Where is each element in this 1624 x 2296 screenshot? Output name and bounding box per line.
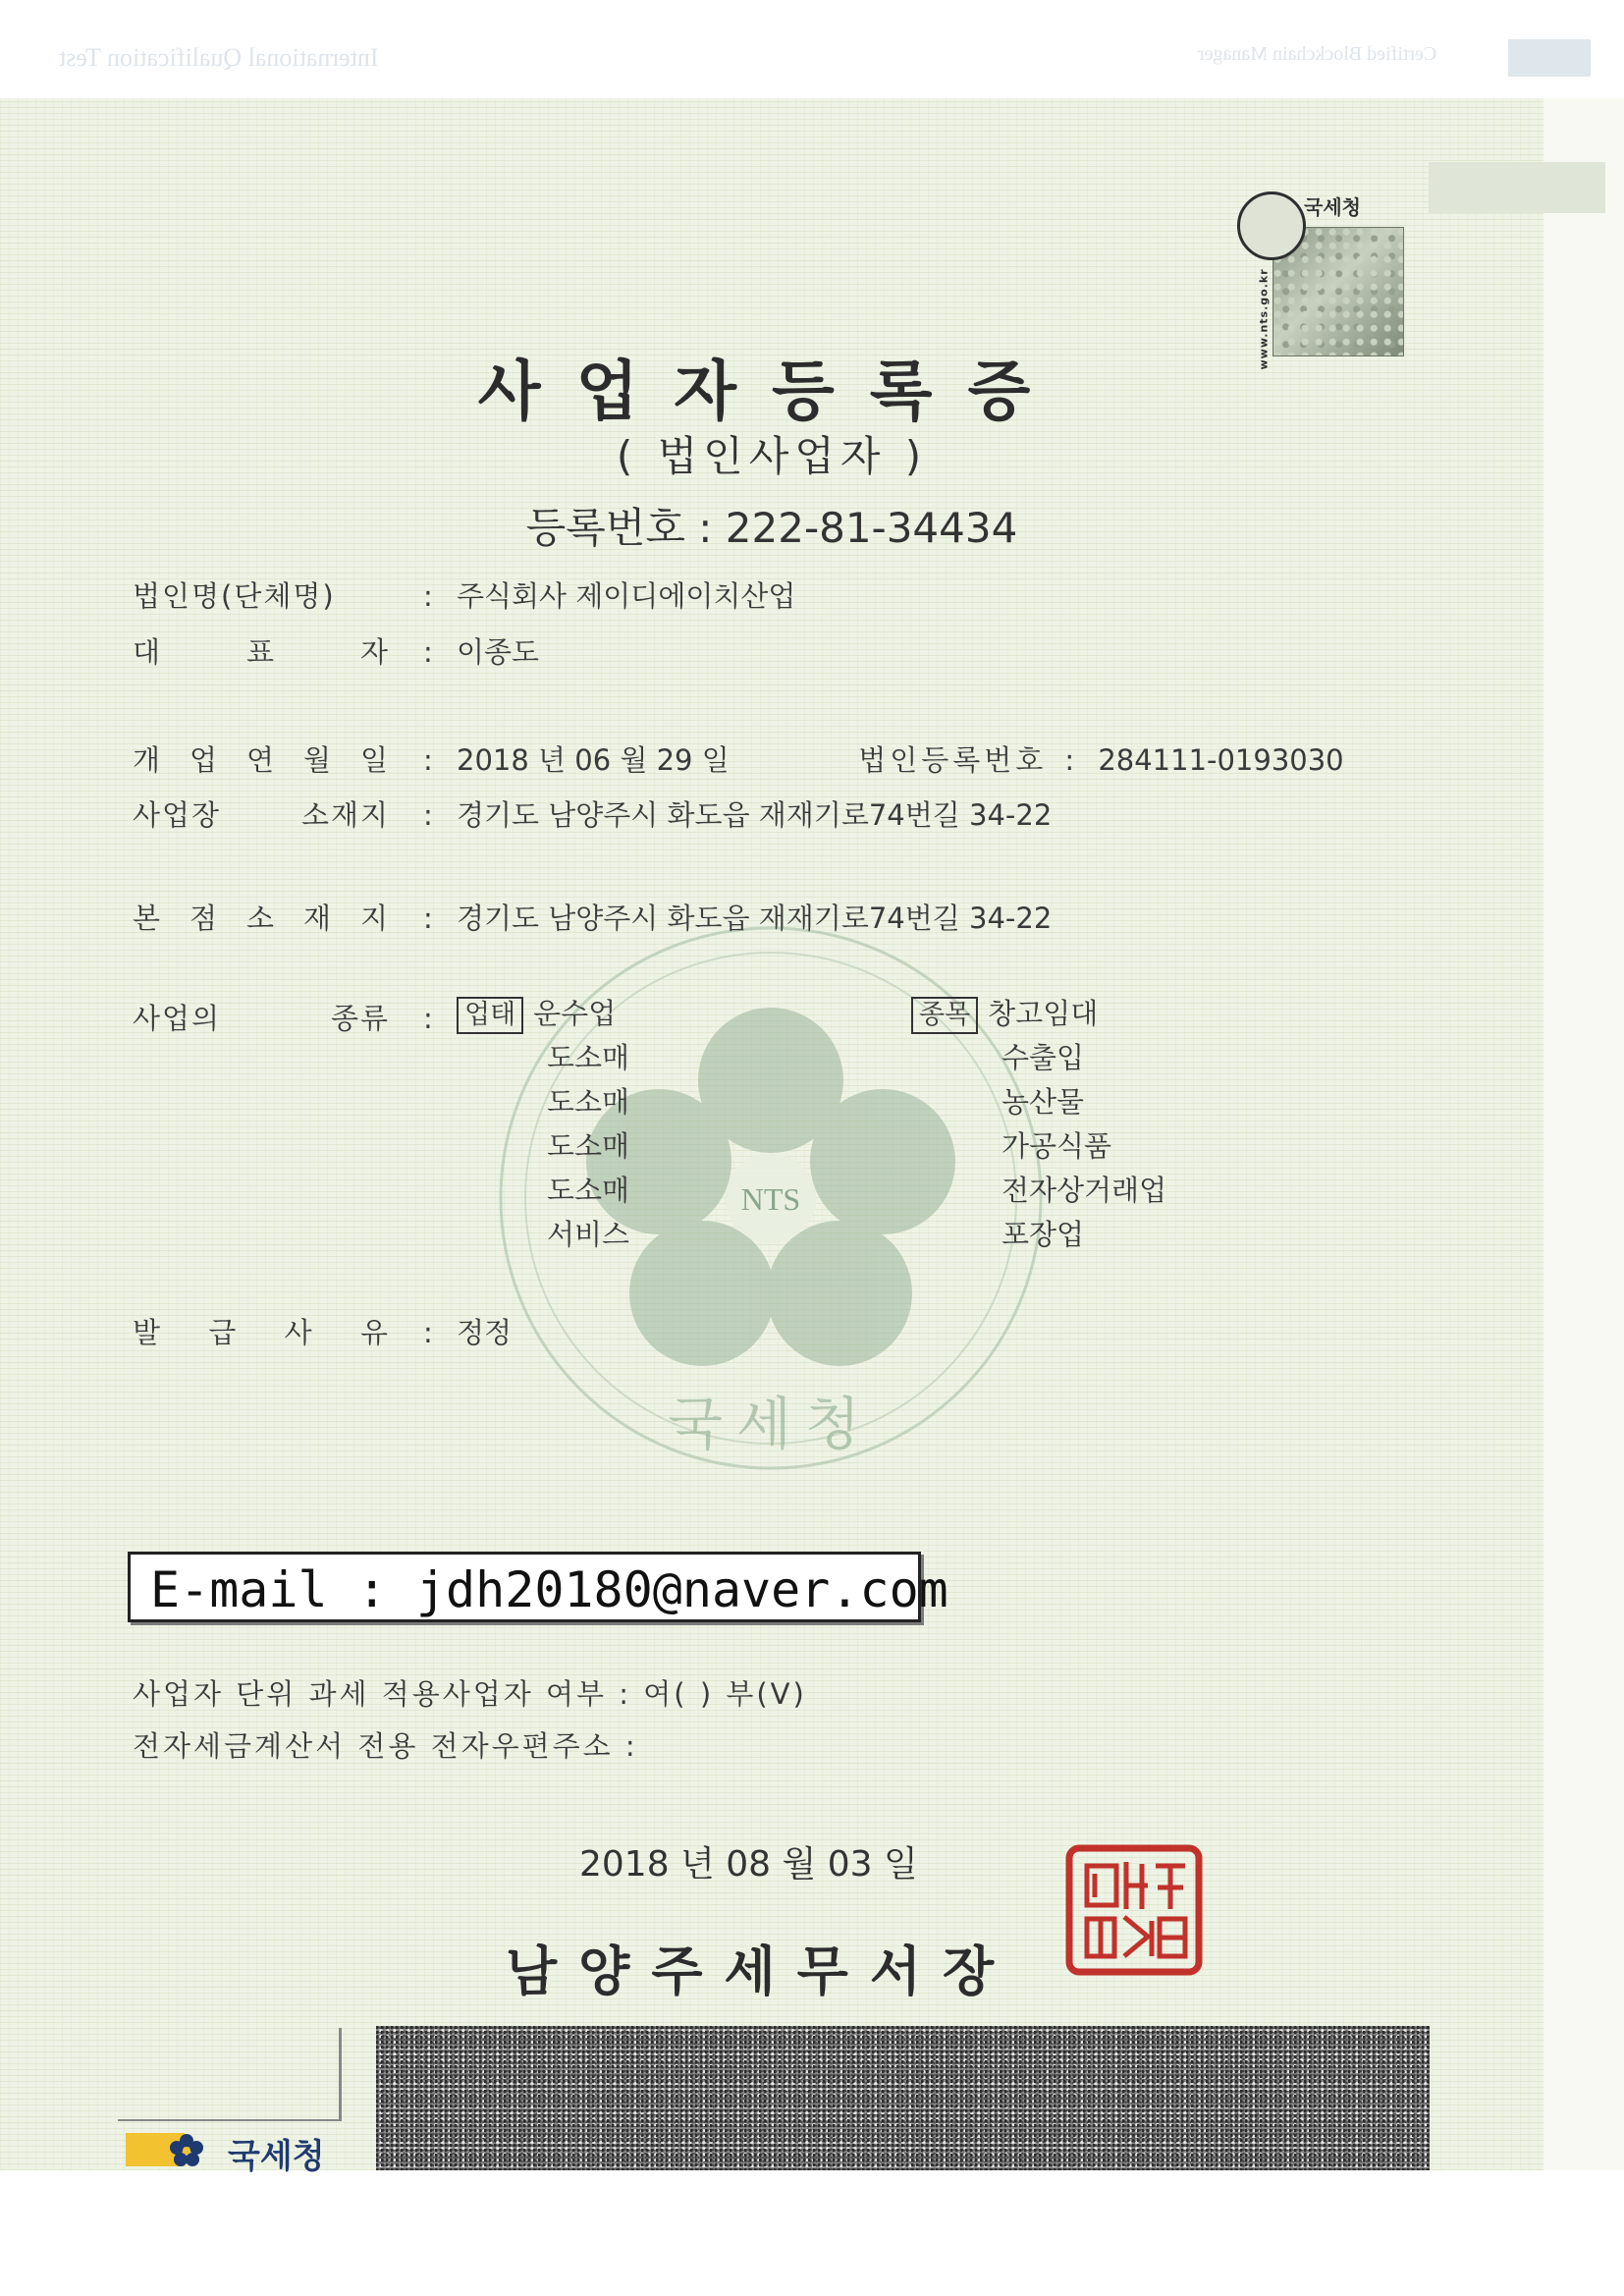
business-item: 수출입 bbox=[1001, 1041, 1085, 1074]
footer-divider bbox=[339, 2028, 342, 2121]
field-head-office: 본 점 소 재 지 : 경기도 남양주시 화도읍 재재기로74번길 34-22 bbox=[133, 897, 1052, 937]
watermark-text: 국세청 bbox=[667, 1391, 875, 1457]
field-opening-date: 개 업 연 월 일 : 2018 년 06 월 29 일 법인등록번호 : 284111-0193030 bbox=[133, 738, 1344, 779]
watermark-center-text: NTS bbox=[740, 1181, 801, 1217]
nts-footer-text: 국세청 bbox=[228, 2137, 325, 2176]
official-red-stamp bbox=[1065, 1844, 1203, 1976]
opening-date-label: 개 업 연 월 일 bbox=[133, 743, 390, 777]
bleed-badge bbox=[1508, 39, 1591, 77]
security-barcode-area bbox=[376, 2026, 1430, 2170]
bleed-through-box bbox=[1429, 162, 1605, 213]
category-item: 도소매 bbox=[547, 1085, 630, 1119]
registration-number: 등록번호 : 222-81-34434 bbox=[525, 504, 1018, 552]
footer-divider bbox=[118, 2119, 342, 2121]
opening-date-value: 2018 년 06 월 29 일 bbox=[457, 743, 730, 777]
e-invoice-text: 전자세금계산서 전용 전자우편주소 : bbox=[133, 1729, 638, 1763]
scan-margin bbox=[1543, 98, 1624, 2170]
issue-reason-label: 발 급 사 유 bbox=[133, 1316, 390, 1349]
category-item: 도소매 bbox=[547, 1174, 630, 1207]
kor-badge-icon bbox=[1237, 191, 1306, 260]
hologram-sticker bbox=[1237, 191, 1404, 370]
certificate-subtitle: ( 법인사업자 ) bbox=[616, 432, 928, 480]
nts-logo-icon bbox=[126, 2131, 224, 2168]
field-representative: 대 표 자 : 이종도 bbox=[133, 630, 539, 671]
category-tag: 업태 bbox=[457, 997, 523, 1034]
business-item: 가공식품 bbox=[1001, 1129, 1112, 1163]
item-tag: 종목 bbox=[911, 997, 978, 1034]
field-business-location: 사업장 소재지 : 경기도 남양주시 화도읍 재재기로74번길 34-22 bbox=[133, 793, 1052, 834]
issuing-office: 남양주세무서장 bbox=[506, 1941, 1016, 2002]
field-corp-name: 법인명(단체명) : 주식회사 제이디에이치산업 bbox=[133, 574, 795, 615]
business-item: 포장업 bbox=[1001, 1218, 1085, 1251]
business-type-label: 사업의 종류 bbox=[133, 1002, 390, 1035]
header-bleed-through bbox=[59, 39, 1591, 79]
representative-label: 대 표 자 bbox=[133, 635, 390, 669]
corp-name-value: 주식회사 제이디에이치산업 bbox=[457, 579, 796, 613]
tax-unit-text: 사업자 단위 과세 적용사업자 여부 : 여( ) 부(V) bbox=[133, 1677, 807, 1711]
business-location-value: 경기도 남양주시 화도읍 재재기로74번길 34-22 bbox=[457, 798, 1053, 832]
email-label-box: E-mail : jdh20180@naver.com bbox=[128, 1552, 921, 1622]
category-item: 도소매 bbox=[547, 1129, 630, 1163]
bleed-left-text: International Qualification Test bbox=[59, 43, 379, 72]
issue-reason-value: 정정 bbox=[457, 1316, 513, 1349]
bleed-right-text: Certified Blockchain Manager bbox=[1198, 43, 1437, 65]
hologram-url: www.nts.go.kr bbox=[1257, 268, 1271, 370]
business-item: 농산물 bbox=[1001, 1085, 1085, 1119]
hologram-title: 국세청 bbox=[1304, 195, 1361, 219]
business-item: 창고임대 bbox=[988, 997, 1099, 1030]
head-office-value: 경기도 남양주시 화도읍 재재기로74번길 34-22 bbox=[457, 902, 1053, 935]
business-item: 전자상거래업 bbox=[1001, 1174, 1167, 1207]
field-issue-reason: 발 급 사 유 : 정정 bbox=[133, 1311, 512, 1351]
field-business-type: 사업의 종류 : bbox=[133, 997, 457, 1037]
business-item-list bbox=[911, 992, 1166, 1257]
business-location-label: 사업장 소재지 bbox=[133, 798, 390, 832]
corp-name-label: 법인명(단체명) bbox=[133, 579, 336, 613]
corp-reg-no-value: 284111-0193030 bbox=[1098, 743, 1344, 777]
category-item: 서비스 bbox=[547, 1218, 630, 1251]
business-category-list bbox=[457, 992, 629, 1257]
category-item: 운수업 bbox=[533, 997, 617, 1030]
representative-value: 이종도 bbox=[457, 635, 540, 669]
head-office-label: 본 점 소 재 지 bbox=[133, 902, 390, 935]
category-item: 도소매 bbox=[547, 1041, 630, 1074]
corp-reg-no-label: 법인등록번호 bbox=[858, 743, 1048, 777]
issue-date: 2018 년 08 월 03 일 bbox=[579, 1844, 918, 1885]
certificate-title: 사업자등록증 bbox=[477, 354, 1066, 429]
